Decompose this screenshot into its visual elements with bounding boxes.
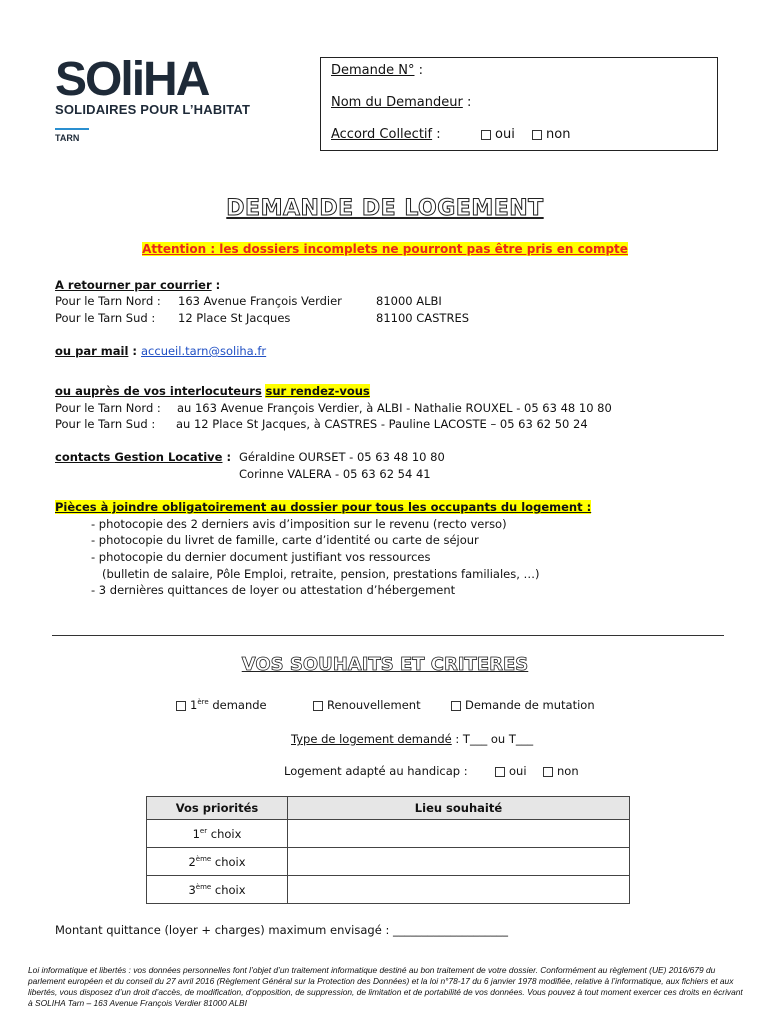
priority-cell (147, 820, 288, 848)
request-info-box (320, 57, 718, 151)
priority-sup: er (199, 826, 208, 835)
mail-separator: : (128, 344, 141, 358)
rdv-heading (55, 384, 370, 398)
courrier-heading (55, 278, 220, 292)
priority-number: 3 (188, 882, 196, 897)
priority-text: choix (207, 826, 242, 841)
demandeur-name-colon: : (462, 95, 472, 110)
accord-non-label: non (546, 127, 571, 142)
option-mutation-label: Demande de mutation (465, 698, 595, 712)
logo-region: TARN (55, 133, 80, 143)
table-header-lieu: Lieu souhaité (288, 797, 630, 820)
courrier-sud-address: 12 Place St Jacques (178, 311, 291, 325)
option-mutation[interactable] (451, 698, 595, 712)
priority-cell (147, 848, 288, 876)
checkbox-icon[interactable] (543, 767, 553, 777)
handicap-label: Logement adapté au handicap : (284, 764, 468, 778)
pieces-item: - photocopie du dernier document justifiant vos ressources (91, 550, 431, 564)
handicap-oui-label: oui (509, 764, 527, 778)
courrier-nord-address: 163 Avenue François Verdier (178, 294, 342, 308)
demande-number-colon: : (414, 63, 423, 78)
mail-row (55, 344, 266, 358)
rdv-heading-highlight: sur rendez-vous (265, 384, 370, 398)
priority-sup: ème (195, 882, 212, 891)
table-header-priorities: Vos priorités (147, 797, 288, 820)
contacts-heading-colon: : (222, 450, 232, 464)
pieces-item: - photocopie des 2 derniers avis d’imposition sur le revenu (recto verso) (91, 517, 507, 531)
logo-wordmark: SOliHA (55, 53, 209, 106)
priority-number: 1 (192, 826, 200, 841)
section-title-souhaits: VOS SOUHAITS ET CRITERES (241, 654, 529, 675)
accord-oui-label: oui (495, 127, 515, 142)
lieu-cell[interactable] (288, 848, 630, 876)
pieces-heading-text: Pièces à joindre obligatoirement au dossier pour tous les occupants du logement : (55, 500, 592, 514)
type-logement-row[interactable] (291, 732, 533, 746)
courrier-nord-label: Pour le Tarn Nord : (55, 294, 161, 308)
table-row (147, 876, 630, 904)
logo-tagline: SOLIDAIRES POUR L’HABITAT (55, 102, 251, 117)
option-premiere-sup: ère (197, 698, 209, 707)
pieces-item: - photocopie du livret de famille, carte d’identité ou carte de séjour (91, 533, 479, 547)
rdv-sud-label: Pour le Tarn Sud : (55, 417, 156, 431)
checkbox-icon[interactable] (176, 701, 186, 711)
accord-collectif-colon: : (432, 127, 441, 142)
table-header-row (147, 797, 630, 820)
priority-text: choix (211, 854, 246, 869)
option-premiere-number: 1 (190, 698, 198, 712)
demande-number-row[interactable] (331, 63, 423, 78)
accord-collectif-label: Accord Collectif (331, 127, 433, 142)
checkbox-icon[interactable] (481, 130, 491, 140)
priority-cell (147, 876, 288, 904)
rdv-nord-text: au 163 Avenue François Verdier, à ALBI - Nathalie ROUXEL - 05 63 48 10 80 (177, 401, 612, 415)
table-row (147, 848, 630, 876)
email-link[interactable]: accueil.tarn@soliha.fr (141, 344, 267, 358)
accord-non-option[interactable] (532, 127, 570, 142)
pieces-item: (bulletin de salaire, Pôle Emploi, retraite, pension, prestations familiales, …) (102, 567, 540, 581)
priority-number: 2 (188, 854, 196, 869)
contact-2: Corinne VALERA - 05 63 62 54 41 (239, 467, 431, 481)
checkbox-icon[interactable] (495, 767, 505, 777)
section-divider (52, 635, 724, 636)
priorities-table (146, 796, 630, 904)
lieu-cell[interactable] (288, 820, 630, 848)
demandeur-name-row[interactable] (331, 95, 471, 110)
courrier-heading-text: A retourner par courrier (55, 278, 212, 292)
contact-1: Géraldine OURSET - 05 63 48 10 80 (239, 450, 445, 464)
checkbox-icon[interactable] (532, 130, 542, 140)
option-renouvellement-label: Renouvellement (327, 698, 421, 712)
courrier-sud-label: Pour le Tarn Sud : (55, 311, 156, 325)
pieces-item: - 3 dernières quittances de loyer ou attestation d’hébergement (91, 583, 456, 597)
option-premiere-demande[interactable] (176, 698, 267, 712)
checkbox-icon[interactable] (313, 701, 323, 711)
handicap-non-option[interactable] (543, 764, 579, 778)
type-logement-value: : T___ ou T___ (451, 732, 534, 746)
option-premiere-label: demande (208, 698, 267, 712)
priority-sup: ème (195, 854, 212, 863)
rdv-sud-text: au 12 Place St Jacques, à CASTRES - Pauline LACOSTE – 05 63 62 50 24 (176, 417, 588, 431)
courrier-sud-city: 81100 CASTRES (376, 311, 470, 325)
demande-number-label: Demande N° (331, 63, 415, 78)
priority-text: choix (211, 882, 246, 897)
accord-collectif-row (331, 127, 711, 142)
contacts-heading-text: contacts Gestion Locative (55, 450, 223, 464)
montant-field[interactable]: Montant quittance (loyer + charges) maximum envisagé : ____________________ (55, 923, 508, 937)
demandeur-name-label: Nom du Demandeur (331, 95, 463, 110)
handicap-oui-option[interactable] (495, 764, 527, 778)
table-row (147, 820, 630, 848)
courrier-nord-city: 81000 ALBI (376, 294, 442, 308)
warning-text: Attention : les dossiers incomplets ne pourront pas être pris en compte (142, 242, 628, 256)
option-renouvellement[interactable] (313, 698, 421, 712)
accord-oui-option[interactable] (481, 127, 515, 142)
type-logement-label: Type de logement demandé (291, 732, 452, 746)
contacts-heading (55, 450, 231, 464)
mail-heading: ou par mail (55, 344, 129, 358)
courrier-heading-colon: : (211, 278, 221, 292)
rdv-heading-text: ou auprès de vos interlocuteurs (55, 384, 262, 398)
lieu-cell[interactable] (288, 876, 630, 904)
checkbox-icon[interactable] (451, 701, 461, 711)
legal-footer: Loi informatique et libertés : vos données personnelles font l’objet d’un traitement informatique destiné au bon traitement de votre dossier. Conformément au règlement (UE) 2016/679 du parlement européen et du conseil du 27 avril 2016 (Règlement Général sur la Protection des Données) et la loi n°78-17 du 6 janvier 1978 modifiée, relative à l’informatique, aux fichiers et aux libertés, vous disposez d’un droit d’accès, de modification, d’opposition, de suppression, de limitation et de portabilité de vos données. Vous pouvez à tout moment exercer ces droits en écrivant à SOLIHA Tarn – 163 Avenue François Verdier 81000 ALBI (28, 965, 743, 1008)
page-title: DEMANDE DE LOGEMENT (226, 196, 544, 221)
rdv-nord-label: Pour le Tarn Nord : (55, 401, 161, 415)
warning-banner (0, 242, 770, 256)
handicap-non-label: non (557, 764, 579, 778)
logo-divider (55, 128, 89, 130)
pieces-heading (55, 500, 591, 514)
